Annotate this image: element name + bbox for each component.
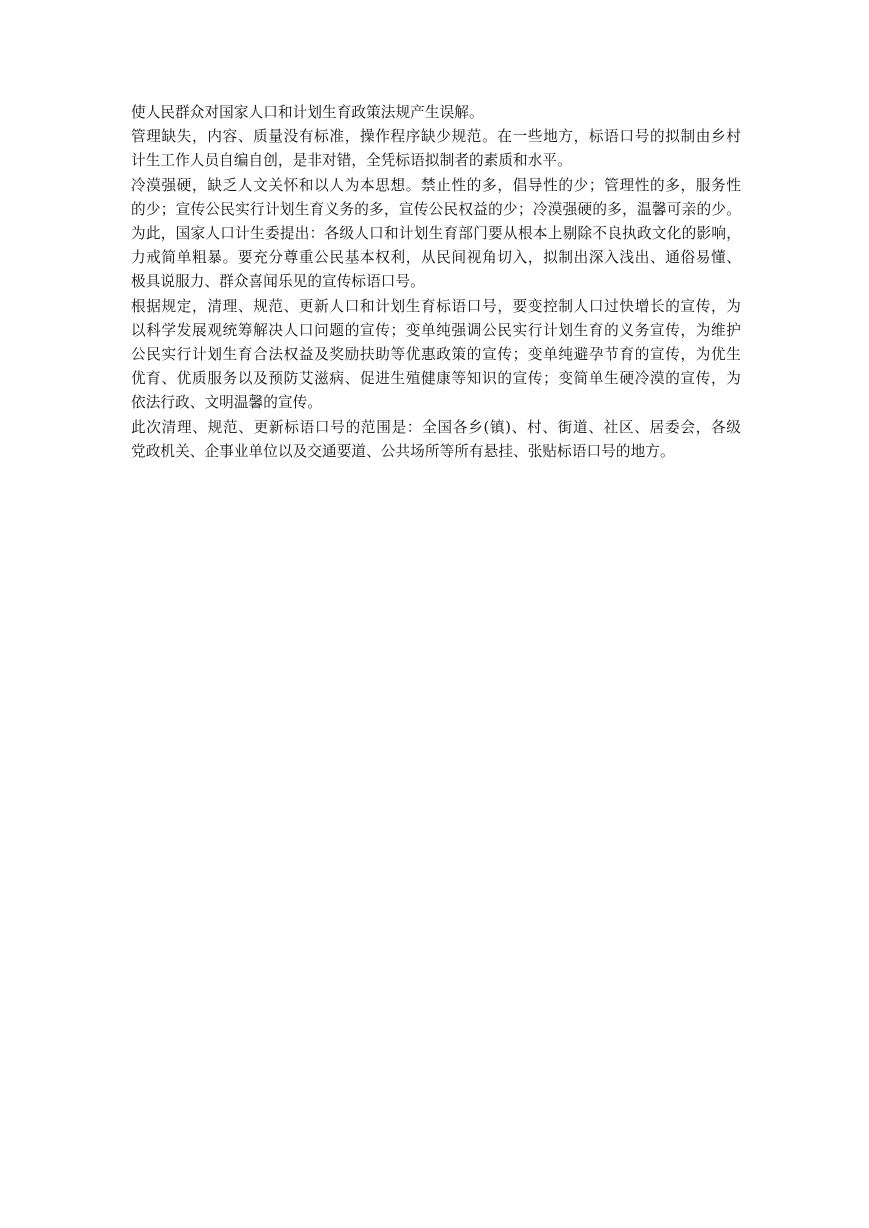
text-line: 以科学发展观统筹解决人口问题的宣传；变单纯强调公民实行计划生育的义务宣传，为维护 (131, 321, 741, 339)
text-line: 根据规定，清理、规范、更新人口和计划生育标语口号，要变控制人口过快增长的宣传，为 (131, 297, 741, 315)
text-line: 为此，国家人口计生委提出：各级人口和计划生育部门要从根本上剔除不良执政文化的影响， (131, 224, 741, 242)
paragraph (131, 416, 741, 464)
text-line: 此次清理、规范、更新标语口号的范围是：全国各乡(镇)、村、街道、社区、居委会，各级 (131, 418, 741, 436)
paragraph (131, 174, 741, 222)
text-line: 极具说服力、群众喜闻乐见的宣传标语口号。 (131, 273, 425, 291)
paragraph (131, 125, 741, 173)
text-line: 计生工作人员自编自创，是非对错，全凭标语拟制者的素质和水平。 (131, 152, 572, 170)
text-line: 党政机关、企事业单位以及交通要道、公共场所等所有悬挂、张贴标语口号的地方。 (131, 442, 675, 460)
document-body (131, 101, 741, 464)
text-line: 公民实行计划生育合法权益及奖励扶助等优惠政策的宣传；变单纯避孕节育的宣传，为优生 (131, 345, 741, 363)
text-line: 的少；宣传公民实行计划生育义务的多，宣传公民权益的少；冷漠强硬的多，温馨可亲的少。 (131, 200, 741, 218)
paragraph (131, 101, 741, 125)
text-line: 管理缺失，内容、质量没有标准，操作程序缺少规范。在一些地方，标语口号的拟制由乡村 (131, 128, 741, 146)
paragraph (131, 295, 741, 416)
text-line: 力戒简单粗暴。要充分尊重公民基本权利，从民间视角切入，拟制出深入浅出、通俗易懂、 (131, 249, 741, 267)
text-line: 依法行政、文明温馨的宣传。 (131, 394, 323, 412)
text-line: 冷漠强硬，缺乏人文关怀和以人为本思想。禁止性的多，倡导性的少；管理性的多，服务性 (131, 176, 741, 194)
paragraph (131, 222, 741, 295)
text-line: 使人民群众对国家人口和计划生育政策法规产生误解。 (131, 104, 484, 121)
text-line: 优育、优质服务以及预防艾滋病、促进生殖健康等知识的宣传；变简单生硬冷漠的宣传，为 (131, 370, 741, 388)
